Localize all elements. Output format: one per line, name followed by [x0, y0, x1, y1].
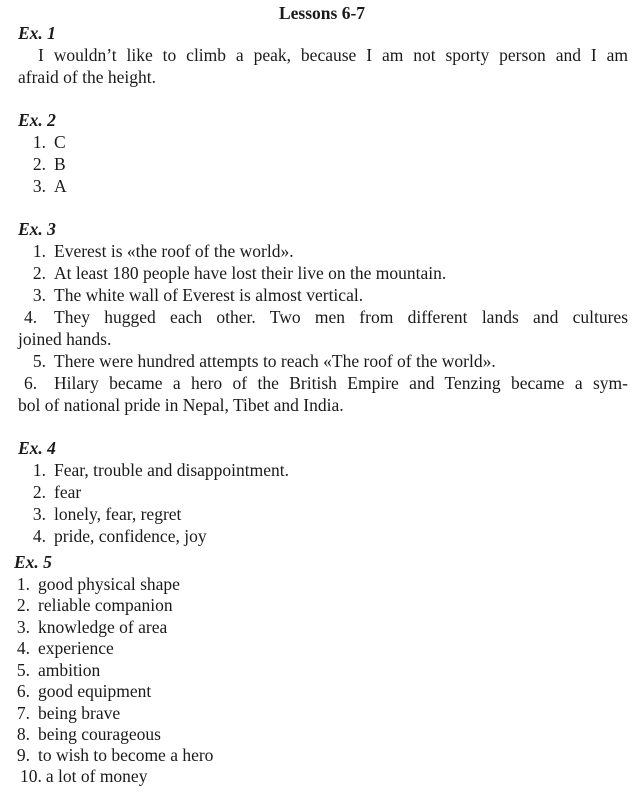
item-text: The white wall of Everest is almost vertical.	[54, 285, 364, 305]
item-text: good physical shape	[38, 574, 180, 594]
item-text: At least 180 people have lost their live on the mountain.	[54, 263, 447, 283]
ex5-heading: Ex. 5	[14, 552, 52, 572]
list-item: 2. B	[32, 154, 66, 174]
item-text: Fear, trouble and disappointment.	[54, 460, 290, 480]
list-item: 9. to wish to become a hero	[16, 745, 214, 765]
list-item: 8. being courageous	[16, 724, 161, 744]
ex1-heading: Ex. 1	[18, 23, 56, 43]
ex1-line-1: I wouldn’t like to climb a peak, because I am not sporty person and I am	[38, 45, 628, 65]
list-item: 5. There were hundred attempts to reach «The roof of the world».	[32, 351, 496, 371]
item-text: There were hundred attempts to reach «The roof of the world».	[54, 351, 496, 371]
item-text: being courageous	[38, 724, 161, 744]
ex4-heading: Ex. 4	[18, 438, 56, 458]
item-continuation: joined hands.	[18, 329, 112, 349]
item-text: ambition	[38, 660, 101, 680]
ex3-heading: Ex. 3	[18, 219, 56, 239]
list-item: 2. At least 180 people have lost their live on the mountain.	[32, 263, 447, 283]
item-continuation: bol of national pride in Nepal, Tibet and India.	[18, 395, 344, 415]
item-text: fear	[54, 482, 82, 502]
page-title: Lessons 6-7	[278, 3, 366, 23]
list-item: 2. fear	[32, 482, 82, 502]
list-item: 10. a lot of money	[20, 766, 148, 786]
item-text: Hilary became a hero of the British Empire and Tenzing became a sym-	[54, 373, 628, 393]
list-item: 4. They hugged each other. Two men from different lands and cultures	[24, 307, 628, 327]
list-item: 3. The white wall of Everest is almost vertical.	[32, 285, 364, 305]
item-text: a lot of money	[45, 766, 148, 786]
list-item: 3. knowledge of area	[16, 617, 168, 637]
item-text: lonely, fear, regret	[54, 504, 182, 524]
list-item: 4. pride, confidence, joy	[32, 526, 207, 546]
item-text: C	[54, 132, 66, 152]
list-item: 2. reliable companion	[16, 595, 173, 615]
item-text: pride, confidence, joy	[54, 526, 207, 546]
list-item: 3. lonely, fear, regret	[32, 504, 182, 524]
item-text: They hugged each other. Two men from different lands and cultures	[54, 307, 628, 327]
list-item: 4. experience	[16, 638, 114, 658]
item-text: good equipment	[38, 681, 152, 701]
ex2-heading: Ex. 2	[18, 110, 56, 130]
item-text: experience	[38, 638, 114, 658]
list-item: 7. being brave	[16, 703, 121, 723]
item-text: being brave	[38, 703, 121, 723]
item-text: reliable companion	[38, 595, 173, 615]
item-text: to wish to become a hero	[38, 745, 214, 765]
list-item: 6. good equipment	[16, 681, 152, 701]
list-item: 1. Fear, trouble and disappointment.	[32, 460, 290, 480]
list-item: 1. Everest is «the roof of the world».	[32, 241, 294, 261]
list-item: 3. A	[32, 176, 67, 196]
list-item: 5. ambition	[16, 660, 101, 680]
list-item: 1. good physical shape	[16, 574, 180, 594]
item-text: B	[54, 154, 66, 174]
item-text: A	[54, 176, 67, 196]
item-text: knowledge of area	[38, 617, 168, 637]
list-item: 1. C	[32, 132, 66, 152]
ex1-line-2: afraid of the height.	[18, 67, 157, 87]
item-text: Everest is «the roof of the world».	[54, 241, 294, 261]
list-item: 6. Hilary became a hero of the British Empire and Tenzing became a sym-	[24, 373, 628, 393]
